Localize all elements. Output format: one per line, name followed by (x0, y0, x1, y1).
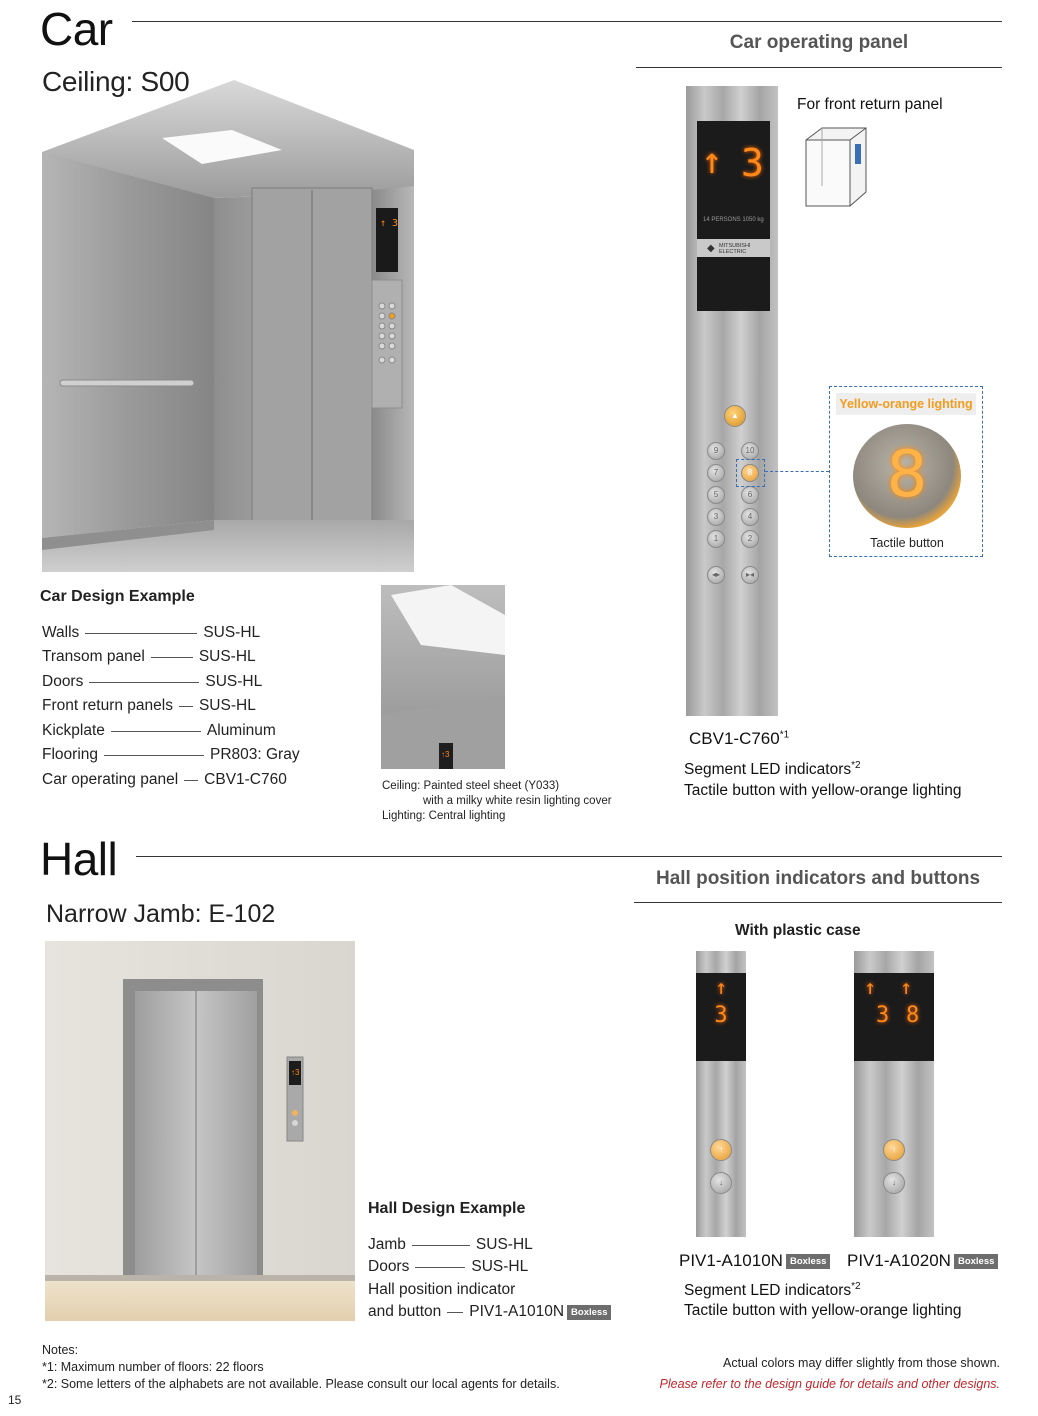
hall-2-arrow-indicator-1: ↑ (864, 975, 877, 999)
car-design-example-title: Car Design Example (40, 588, 195, 605)
spec-value: PIV1-A1010N (469, 1303, 565, 1320)
floor-button-9[interactable]: 9 (707, 442, 725, 460)
spec-leader-line (89, 682, 199, 683)
floor-button-2[interactable]: 2 (741, 530, 759, 548)
ceiling-caption-line1: Ceiling: Painted steel sheet (Y033) (382, 780, 560, 792)
spec-leader-line (184, 780, 198, 781)
hall-spec-row-doors (368, 1258, 528, 1276)
hall-feature-1-footnote: *2 (851, 1281, 861, 1292)
button-highlight-box (736, 459, 765, 487)
hall-fixture-2-model-text: PIV1-A1020N (847, 1251, 951, 1270)
spec-label: Walls (42, 624, 80, 641)
note-1: *1: Maximum number of floors: 22 floors (42, 1360, 264, 1374)
hall-indicators-rule (634, 902, 1002, 903)
spec-leader-line (111, 731, 201, 732)
spec-value: SUS-HL (198, 648, 256, 665)
spec-leader-line (415, 1267, 465, 1268)
cop-capacity-plate: 14 PERSONS 1050 kg (703, 217, 764, 223)
notes-heading: Notes: (42, 1343, 79, 1357)
hall-2-down-button[interactable]: ↓ (883, 1172, 905, 1194)
hall-1-arrow-indicator: ↑ (714, 975, 728, 999)
panel-title-rule (636, 67, 1002, 68)
hall-2-up-button[interactable]: ↑ (883, 1139, 905, 1161)
cop-model-footnote: *1 (779, 729, 790, 741)
spec-value: SUS-HL (198, 697, 256, 714)
tactile-button-digit: 8 (886, 438, 928, 512)
spec-label: Doors (368, 1258, 410, 1275)
spec-value: SUS-HL (475, 1236, 533, 1253)
front-return-panel-label: For front return panel (797, 96, 943, 113)
front-return-panel-diagram (804, 126, 868, 210)
cop-feature-2: Tactile button with yellow-orange lighting (684, 782, 962, 799)
floor-button-3[interactable]: 3 (707, 508, 725, 526)
spec-row-kickplate (42, 722, 276, 740)
car-interior-image (42, 80, 414, 572)
spec-label: Doors (42, 673, 84, 690)
cop-floor-indicator: 3 (741, 141, 764, 185)
floor-button-1[interactable]: 1 (707, 530, 725, 548)
spec-leader-line (85, 633, 197, 634)
hall-feature-2: Tactile button with yellow-orange lighting (684, 1302, 962, 1319)
floor-button-5[interactable]: 5 (707, 486, 725, 504)
hall-spec-row-indicator (368, 1303, 611, 1321)
callout-leader-line (765, 471, 829, 472)
hall-feature-1 (684, 1281, 861, 1300)
spec-value: CBV1-C760 (204, 771, 287, 788)
spec-label: Kickplate (42, 722, 105, 739)
plastic-case-label: With plastic case (735, 922, 861, 939)
cop-brand-text: MITSUBISHI ELECTRIC (719, 243, 751, 255)
car-operating-panel-title: Car operating panel (729, 32, 909, 53)
spec-leader-line (151, 657, 193, 658)
cop-feature-1-text: Segment LED indicators (684, 761, 852, 779)
tactile-button-label: Tactile button (870, 536, 944, 550)
spec-value: SUS-HL (203, 624, 261, 641)
spec-value: PR803: Gray (210, 746, 300, 763)
ceiling-label: Ceiling: S00 (42, 66, 190, 97)
spec-value: SUS-HL (205, 673, 263, 690)
ceiling-photo (381, 585, 505, 769)
ceiling-caption-line2: with a milky white resin lighting cover (423, 795, 612, 807)
hall-title-rule (136, 856, 1002, 857)
car-title-rule (132, 21, 1002, 22)
narrow-jamb-label: Narrow Jamb: E-102 (46, 900, 276, 928)
hall-design-example-title: Hall Design Example (368, 1200, 526, 1217)
cop-model-name (689, 729, 789, 749)
spec-value: Aluminum (206, 722, 276, 739)
hall-fixture-2-display (854, 973, 934, 1061)
hall-spec-row-jamb (368, 1236, 533, 1254)
mitsubishi-logo-icon: ◆ (707, 243, 715, 254)
floor-button-4[interactable]: 4 (741, 508, 759, 526)
alarm-bell-icon[interactable]: ▲ (724, 405, 746, 427)
hall-spec-indicator-line1: Hall position indicator (368, 1281, 516, 1298)
hall-indicators-title: Hall position indicators and buttons (655, 868, 981, 889)
boxless-badge: Boxless (954, 1254, 998, 1269)
door-open-icon[interactable]: ◂▸ (707, 566, 725, 584)
spec-label: Flooring (42, 746, 98, 763)
hall-fixture-1-model-text: PIV1-A1010N (679, 1251, 783, 1270)
spec-label: Transom panel (42, 648, 145, 665)
hall-fixture-1-display (696, 973, 746, 1061)
hall-1-floor-indicator: 3 (714, 1003, 728, 1028)
floor-button-7[interactable]: 7 (707, 464, 725, 482)
spec-label: Car operating panel (42, 771, 179, 788)
spec-leader-line (447, 1312, 463, 1313)
tactile-button-callout (829, 386, 983, 557)
spec-row-transom (42, 648, 256, 666)
color-disclaimer: Actual colors may differ slightly from those shown. (723, 1356, 1000, 1370)
yellow-orange-lighting-label: Yellow-orange lighting (836, 393, 976, 415)
cop-model-text: CBV1-C760 (689, 729, 780, 748)
svg-text:↑3: ↑3 (441, 750, 450, 759)
hall-fixture-2-model (847, 1251, 998, 1271)
spec-row-front-return (42, 697, 256, 715)
hall-section-title: Hall (40, 833, 118, 885)
hall-fixture-1-model (679, 1251, 830, 1271)
spec-row-cop (42, 771, 287, 789)
note-2: *2: Some letters of the alphabets are not available. Please consult our local agents for details. (42, 1377, 560, 1391)
hall-1-up-button[interactable]: ↑ (710, 1139, 732, 1161)
hall-1-down-button[interactable]: ↓ (710, 1172, 732, 1194)
cop-display (697, 121, 770, 311)
boxless-badge: Boxless (567, 1305, 611, 1320)
floor-button-8[interactable]: 8 (741, 464, 759, 482)
hall-2-floor-indicator-2: 8 (906, 1003, 920, 1028)
cop-arrow-indicator: ↑ (701, 141, 723, 182)
boxless-badge: Boxless (786, 1254, 830, 1269)
spec-label: Jamb (368, 1236, 406, 1253)
spec-leader-line (179, 706, 193, 707)
floor-button-6[interactable]: 6 (741, 486, 759, 504)
floor-button-10[interactable]: 10 (741, 442, 759, 460)
door-close-icon[interactable]: ▸◂ (741, 566, 759, 584)
spec-label: and button (368, 1303, 442, 1320)
cop-brand-plate (697, 239, 770, 257)
tactile-button-image (853, 424, 961, 528)
spec-leader-line (104, 755, 204, 756)
hall-entrance-image (45, 941, 355, 1321)
car-section-title: Car (40, 3, 113, 55)
hall-2-floor-indicator-1: 3 (876, 1003, 890, 1028)
spec-label: Front return panels (42, 697, 173, 714)
hall-feature-1-text: Segment LED indicators (684, 1282, 852, 1300)
cop-feature-1 (684, 760, 861, 779)
spec-leader-line (412, 1245, 470, 1246)
ceiling-caption-line3: Lighting: Central lighting (382, 810, 506, 822)
spec-row-walls (42, 624, 260, 642)
design-guide-note: Please refer to the design guide for details and other designs. (659, 1377, 1000, 1391)
spec-value: SUS-HL (471, 1258, 529, 1275)
cop-feature-1-footnote: *2 (851, 760, 861, 771)
page-number: 15 (8, 1393, 22, 1407)
spec-row-flooring (42, 746, 300, 764)
hall-2-arrow-indicator-2: ↑ (900, 975, 913, 999)
spec-row-doors (42, 673, 262, 691)
svg-text:↑3: ↑3 (291, 1068, 300, 1077)
svg-text:↑ 3: ↑ 3 (380, 218, 399, 229)
